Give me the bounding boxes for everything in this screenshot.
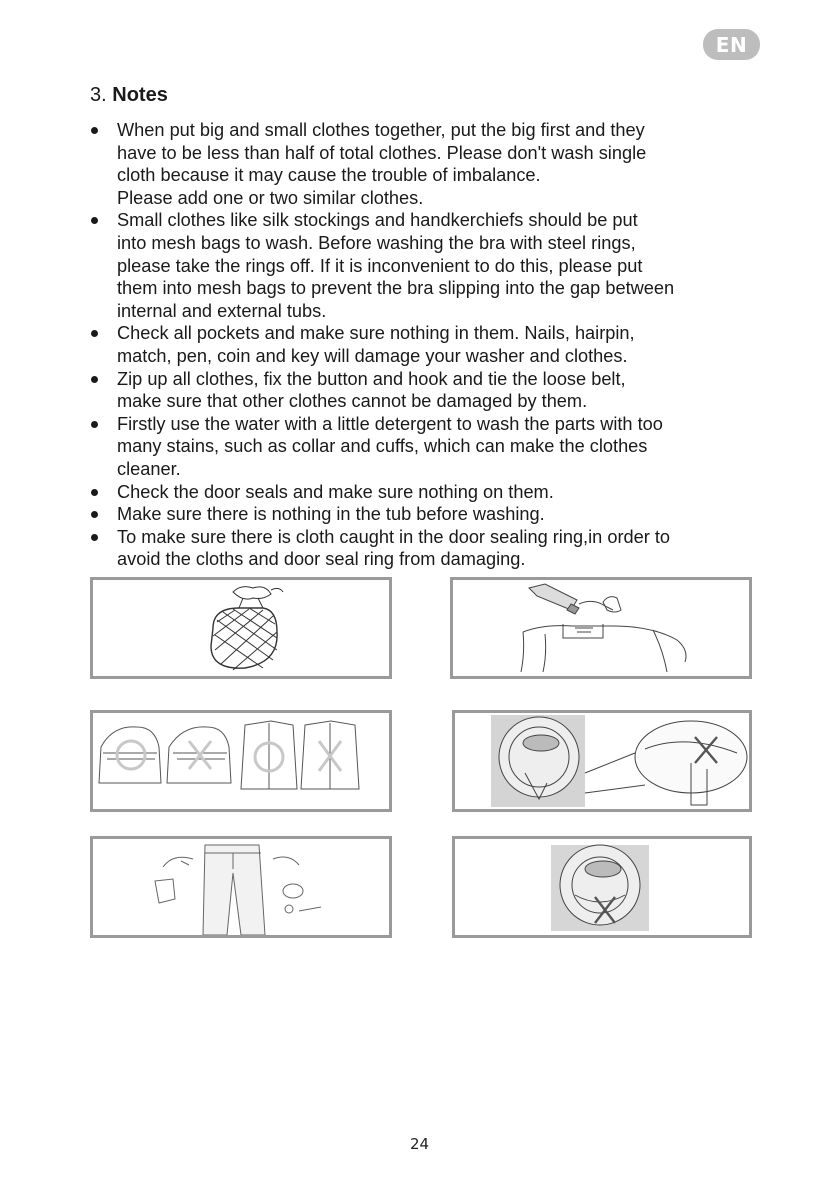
section-separator: . (101, 84, 107, 106)
note-line: Firstly use the water with a little detergent to wash the parts with too (117, 413, 663, 434)
note-line: Check all pockets and make sure nothing in them. Nails, hairpin, (117, 323, 635, 344)
illustration-detergent-collar (450, 577, 752, 679)
note-line: them into mesh bags to prevent the bra slipping into the gap between (117, 278, 675, 299)
page-number: 24 (409, 1135, 430, 1153)
note-item (90, 503, 750, 526)
section-title-text: Notes (112, 84, 168, 106)
note-line: Check the door seals and make sure nothing on them. (117, 481, 554, 502)
note-item (90, 526, 750, 571)
note-line: avoid the cloths and door seal ring from damaging. (117, 549, 526, 570)
notes-list (90, 119, 750, 571)
illustration-pockets (90, 836, 392, 938)
detergent-bottle-icon (453, 580, 749, 676)
language-badge: EN (703, 29, 760, 60)
note-line: Small clothes like silk stockings and handkerchiefs should be put (117, 210, 638, 231)
note-line: Make sure there is nothing in the tub before washing. (117, 504, 545, 525)
note-line: into mesh bags to wash. Before washing the bra with steel rings, (117, 232, 636, 253)
note-line: cleaner. (117, 458, 181, 479)
note-item (90, 481, 750, 504)
note-line: many stains, such as collar and cuffs, which can make the clothes (117, 436, 648, 457)
note-line: make sure that other clothes cannot be damaged by them. (117, 391, 588, 412)
illustration-mesh-bag (90, 577, 392, 679)
section-number: 3 (90, 84, 102, 106)
section-title (90, 84, 168, 107)
note-line: Please add one or two similar clothes. (117, 187, 424, 208)
note-line: When put big and small clothes together, put the big first and they (117, 120, 645, 140)
illustration-door-seal (452, 710, 752, 812)
trousers-pocket-icon (93, 839, 389, 935)
note-item (90, 322, 750, 367)
mesh-bag-icon (93, 580, 389, 676)
note-item (90, 119, 750, 209)
illustration-fastening (90, 710, 392, 812)
fastening-check-icon (93, 713, 389, 809)
note-line: cloth because it may cause the trouble of imbalance. (117, 165, 541, 186)
note-line: have to be less than half of total clothes. Please don't wash single (117, 142, 647, 163)
door-seal-icon (455, 713, 749, 809)
note-line: internal and external tubs. (117, 300, 327, 321)
note-line: match, pen, coin and key will damage your washer and clothes. (117, 345, 628, 366)
note-line: please take the rings off. If it is inconvenient to do this, please put (117, 255, 643, 276)
note-item (90, 209, 750, 322)
note-line: Zip up all clothes, fix the button and hook and tie the loose belt, (117, 368, 626, 389)
note-item (90, 368, 750, 413)
note-item (90, 413, 750, 481)
illustration-empty-tub (452, 836, 752, 938)
note-line: To make sure there is cloth caught in the door sealing ring,in order to (117, 526, 671, 547)
drum-icon (455, 839, 749, 935)
